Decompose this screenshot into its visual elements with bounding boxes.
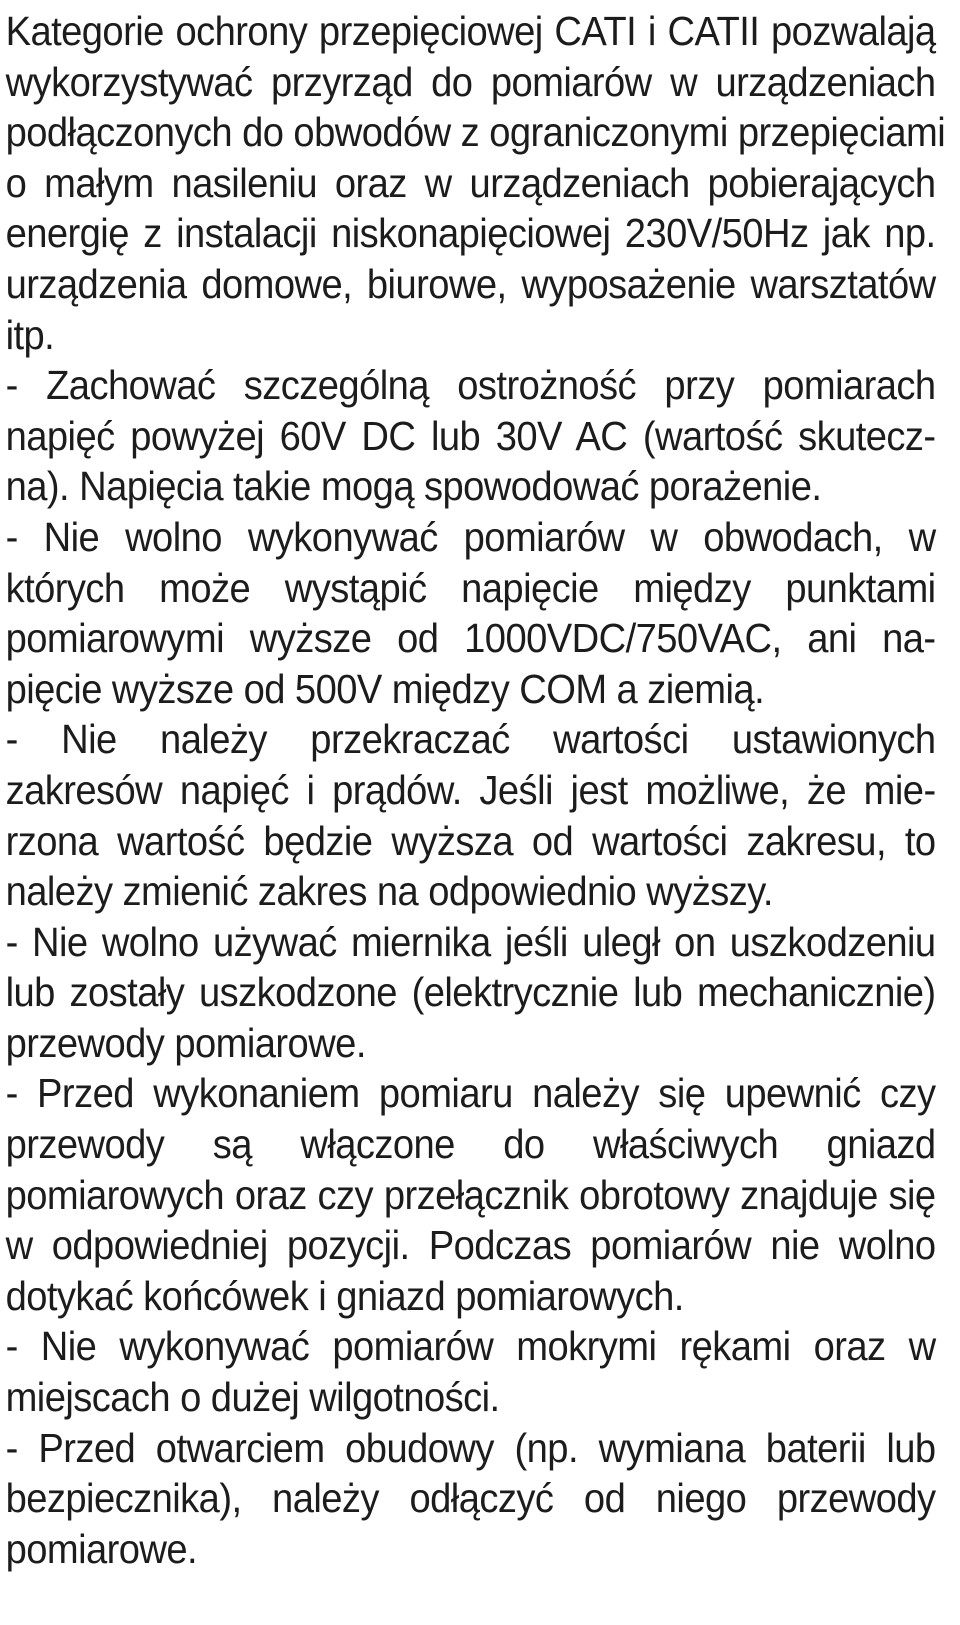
text-line: dotykać końcówek i gniazd pomiarowych. xyxy=(5,1272,684,1319)
text-line: - Przed otwarciem obudowy (np. wymiana baterii lub xyxy=(5,1424,936,1471)
text-line: - Przed wykonaniem pomiaru należy się upewnić czy xyxy=(5,1070,936,1117)
text-line: bezpiecznika), należy odłączyć od niego przewody xyxy=(5,1475,936,1522)
text-line: - Zachować szczególną ostrożność przy pomiarach xyxy=(5,362,936,409)
text-line: w odpowiedniej pozycji. Podczas pomiarów nie wolno xyxy=(5,1222,936,1269)
text-line: - Nie należy przekraczać wartości ustawionych xyxy=(5,716,936,763)
text-line: - Nie wykonywać pomiarów mokrymi rękami oraz w xyxy=(5,1323,936,1370)
text-line: należy zmienić zakres na odpowiednio wyższy. xyxy=(5,868,773,915)
text-line: lub zostały uszkodzone (elektrycznie lub mechanicznie) xyxy=(5,969,936,1016)
text-line: - Nie wolno wykonywać pomiarów w obwodach, w xyxy=(5,513,936,560)
text-line: których może wystąpić napięcie między punktami xyxy=(5,564,936,611)
text-line: pomiarowe. xyxy=(5,1525,198,1572)
text-line: itp. xyxy=(5,311,55,358)
text-line: wykorzystywać przyrząd do pomiarów w urządzeniach xyxy=(5,58,936,105)
text-line: napięć powyżej 60V DC lub 30V AC (wartość skutecz- xyxy=(5,412,936,459)
text-line: pomiarowych oraz czy przełącznik obrotowy znajduje się xyxy=(5,1171,936,1218)
text-line: Kategorie ochrony przepięciowej CATI i CATII pozwalają xyxy=(5,8,936,54)
text-line: urządzenia domowe, biurowe, wyposażenie warsztatów xyxy=(5,260,936,307)
text-line: pięcie wyższe od 500V między COM a ziemią. xyxy=(5,665,765,712)
text-line: na). Napięcia takie mogą spowodować porażenie. xyxy=(5,463,822,510)
text-line: energię z instalacji niskonapięciowej 230V/50Hz jak np. xyxy=(5,210,936,257)
text-line: przewody pomiarowe. xyxy=(5,1019,366,1066)
text-line: pomiarowymi wyższe od 1000VDC/750VAC, ani na- xyxy=(5,615,936,662)
text-line: rzona wartość będzie wyższa od wartości zakresu, to xyxy=(5,817,936,864)
text-line: o małym nasileniu oraz w urządzeniach pobierających xyxy=(5,159,936,206)
text-line: - Nie wolno używać miernika jeśli uległ on uszkodzeniu xyxy=(5,918,936,965)
text-line: miejscach o dużej wilgotności. xyxy=(5,1374,500,1421)
text-line: podłączonych do obwodów z ograniczonymi przepięciami xyxy=(5,109,946,156)
text-line: przewody są włączone do właściwych gniazd xyxy=(5,1121,936,1168)
text-line: zakresów napięć i prądów. Jeśli jest możliwe, że mie- xyxy=(5,766,936,813)
